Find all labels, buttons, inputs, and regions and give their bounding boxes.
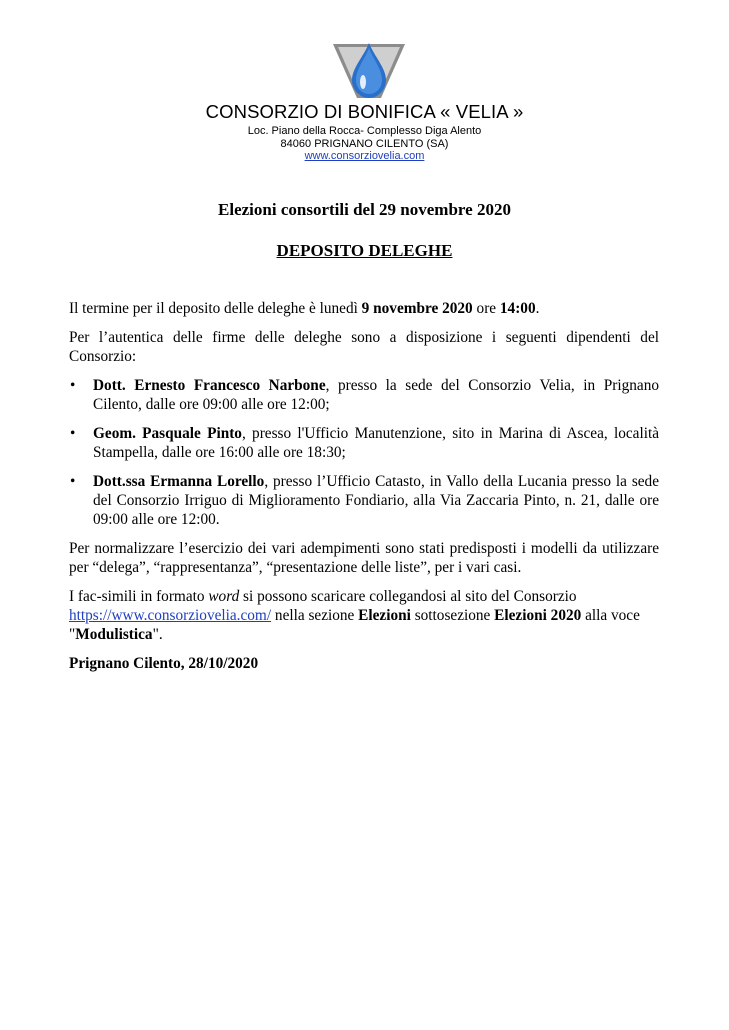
deadline-time: 14:00: [499, 300, 536, 317]
signature: Prignano Cilento, 28/10/2020: [69, 655, 259, 672]
document-subtitle: DEPOSITO DELEGHE: [276, 241, 453, 260]
intro-paragraph: Per l’autentica delle firme delle deleghe sono a disposizione i seguenti dipendenti del Consorzio:: [69, 329, 659, 365]
download-paragraph: I fac-simili in formato word si possono scaricare collegandosi al sito del Consorzio https://www.consorziovelia.com/ nella sezione Elezioni sottosezione Elezioni 2020 alla voce "Modulistica".: [69, 588, 640, 643]
document-body: [69, 299, 659, 683]
list-item: • Dott.ssa Ermanna Lorello, presso l’Ufficio Catasto, in Vallo della Lucania presso la sede del Consorzio Irriguo di Miglioramento Fondiario, alla Via Zaccaria Pinto, n. 21, dalle ore 09:00 alle ore 12:00.: [70, 473, 659, 528]
bullet-icon: •: [70, 473, 76, 490]
delegate-name: Dott. Ernesto Francesco Narbone: [93, 377, 326, 394]
list-item: • Geom. Pasquale Pinto, presso l'Ufficio Manutenzione, sito in Marina di Ascea, località Stampella, dalle ore 16:00 alle ore 18:30;: [70, 425, 659, 461]
organization-name: CONSORZIO DI BONIFICA « VELIA »: [205, 101, 524, 122]
deadline-paragraph: Il termine per il deposito delle deleghe è lunedì 9 novembre 2020 ore 14:00.: [69, 300, 540, 317]
deadline-date: 9 novembre 2020: [361, 300, 473, 317]
delegate-name: Dott.ssa Ermanna Lorello: [93, 473, 265, 490]
address-line-1: Loc. Piano della Rocca- Complesso Diga Alento: [247, 125, 482, 137]
document-title: Elezioni consortili del 29 novembre 2020: [218, 200, 511, 219]
consorzio-site-link[interactable]: https://www.consorziovelia.com/: [69, 607, 272, 624]
bullet-icon: •: [70, 377, 76, 394]
website-link[interactable]: www.consorziovelia.com: [304, 150, 425, 162]
delegate-name: Geom. Pasquale Pinto: [93, 425, 242, 442]
water-drop-logo-icon: [331, 42, 407, 100]
bullet-icon: •: [70, 425, 76, 442]
address-line-2: 84060 PRIGNANO CILENTO (SA): [280, 138, 449, 150]
forms-paragraph: Per normalizzare l’esercizio dei vari adempimenti sono stati predisposti i modelli da utilizzare per “delega”, “rappresentanza”, “presentazione delle liste”, per i vari casi.: [69, 540, 659, 576]
list-item: • Dott. Ernesto Francesco Narbone, presso la sede del Consorzio Velia, in Prignano Cilento, dalle ore 09:00 alle ore 12:00;: [70, 377, 659, 413]
delegates-list: [69, 376, 659, 529]
